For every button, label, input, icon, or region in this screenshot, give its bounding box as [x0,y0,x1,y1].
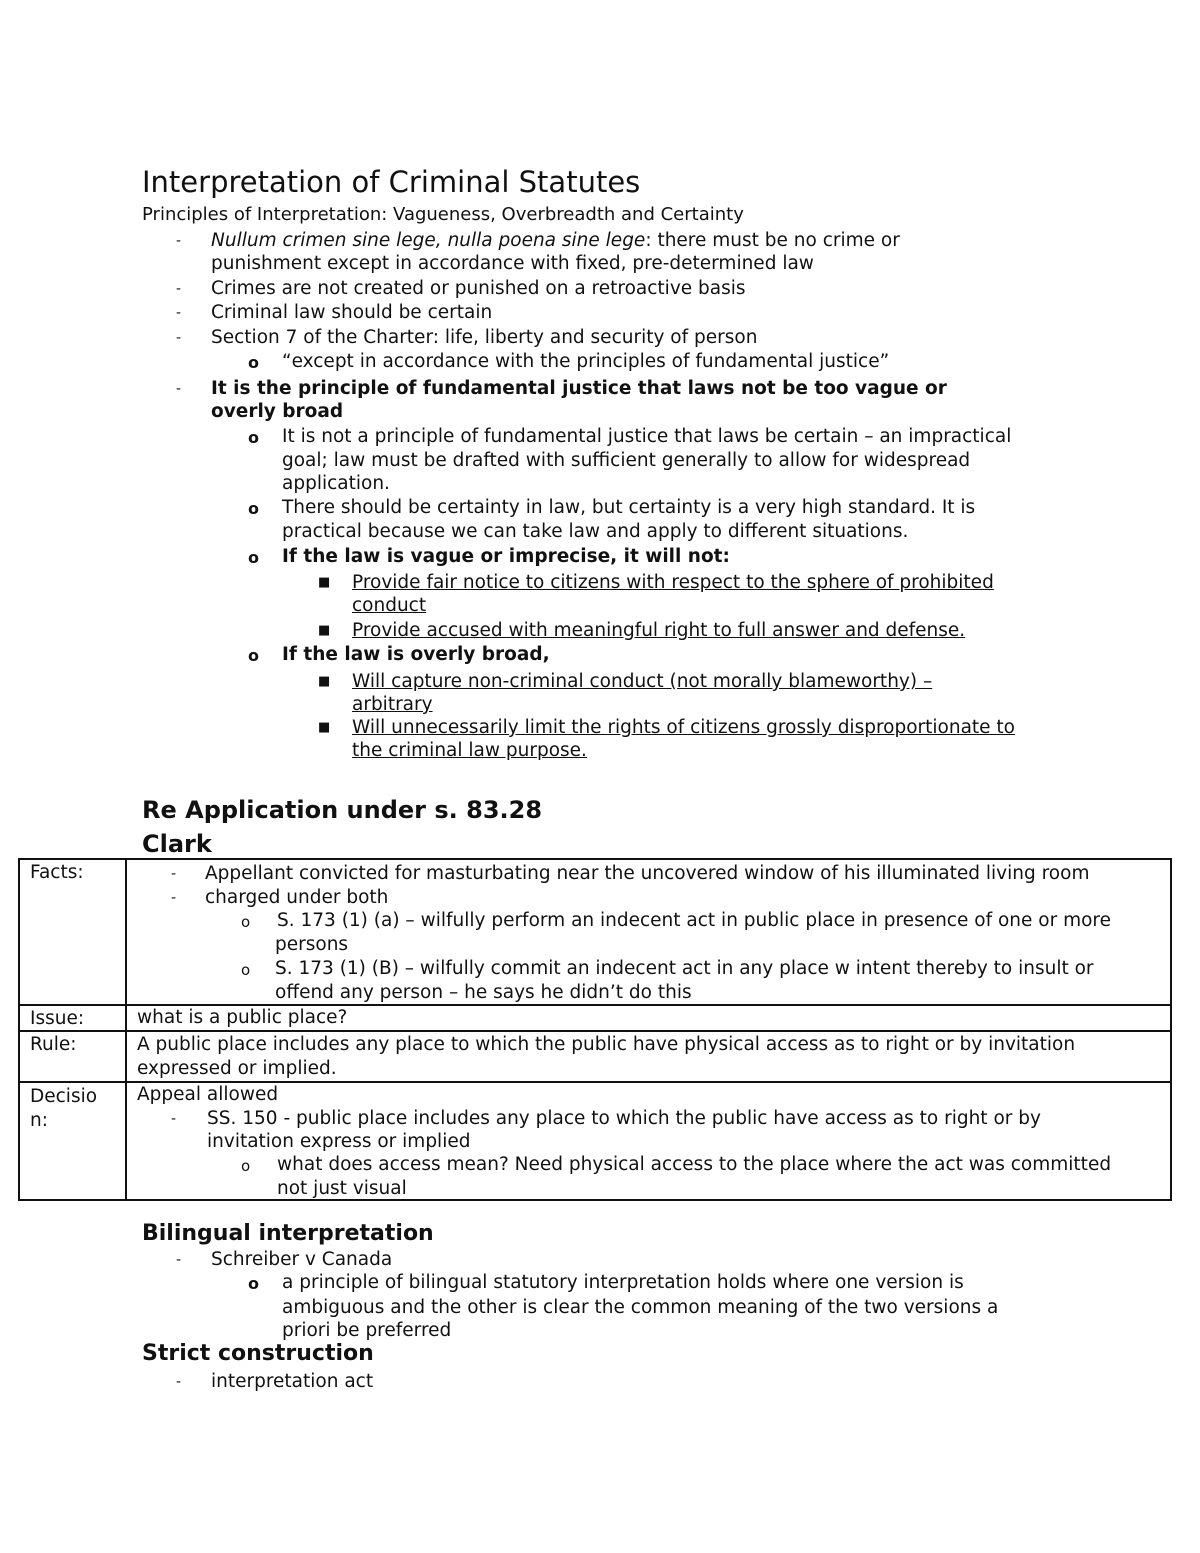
page-title: Interpretation of Criminal Statutes [142,165,641,199]
bullet-dash: - [176,281,182,297]
decision-text: Appeal allowed [137,1084,279,1105]
bullet-o: o [248,1274,259,1293]
bullet-o: o [248,353,259,372]
bullet-square: ■ [318,575,331,590]
sub-sub-list-item-continued: conduct [352,595,427,616]
bullet-dash: - [171,890,177,906]
sub-list-item-continued: not just visual [277,1178,407,1199]
sub-list-item: It is not a principle of fundamental justice that laws be certain – an impractical [282,426,1012,447]
sub-list-item-continued: ambiguous and the other is clear the common meaning of the two versions a [282,1297,999,1318]
sub-list-item: S. 173 (1) (a) – wilfully perform an indecent act in public place in presence of one or more [277,910,1111,931]
bullet-dash: - [176,1252,182,1268]
bullet-square: ■ [318,720,331,735]
case-heading: Re Application under s. 83.28 [142,796,543,824]
sub-list-item-continued: application. [282,473,390,494]
bullet-dash: - [176,381,182,397]
sub-list-item-bold: If the law is vague or imprecise, it will not: [282,546,730,567]
bullet-square: ■ [318,674,331,689]
rule-text-continued: expressed or implied. [137,1058,337,1079]
list-item: Nullum crimen sine lege, nulla poena sine lege: there must be no crime or [211,230,900,251]
list-item: Criminal law should be certain [211,302,493,323]
table-row-facts [19,859,1171,1005]
bilingual-heading: Bilingual interpretation [142,1221,434,1246]
facts-label: Facts: [19,859,126,1005]
sub-list-item-continued: persons [275,934,349,955]
bullet-o: o [248,548,259,567]
bullet-dash: - [171,1111,177,1127]
case-brief-table [18,858,1172,1201]
list-item-continued: invitation express or implied [207,1131,471,1152]
list-item-continued: punishment except in accordance with fixed, pre-determined law [211,253,814,274]
sub-list-item-continued: priori be preferred [282,1320,452,1341]
sub-list-item-continued: goal; law must be drafted with sufficient generally to allow for widespread [282,450,971,471]
sub-list-item-bold: If the law is overly broad, [282,644,550,665]
list-item: Appellant convicted for masturbating near the uncovered window of his illuminated living room [205,863,1090,884]
bullet-o: o [248,646,259,665]
bullet-o: o [248,428,259,447]
list-item: Schreiber v Canada [211,1249,393,1270]
rule-content [126,1031,1171,1082]
sub-list-item: a principle of bilingual statutory interpretation holds where one version is [282,1272,964,1293]
bullet-dash: - [176,233,182,249]
facts-content [126,859,1171,1005]
sub-list-item: what does access mean? Need physical access to the place where the act was committed [277,1154,1112,1175]
section-subtitle: Principles of Interpretation: Vagueness, Overbreadth and Certainty [142,204,744,225]
sub-sub-list-item: Provide fair notice to citizens with respect to the sphere of prohibited [352,572,994,593]
list-item: SS. 150 - public place includes any place to which the public have access as to right or by [207,1108,1041,1129]
bullet-dash: - [176,330,182,346]
rule-label: Rule: [19,1031,126,1082]
sub-sub-list-item: Will capture non-criminal conduct (not morally blameworthy) – [352,671,933,692]
strict-heading: Strict construction [142,1341,374,1366]
list-item: Crimes are not created or punished on a retroactive basis [211,278,746,299]
case-name: Clark [142,830,212,858]
list-item-bold: It is the principle of fundamental justice that laws not be too vague or [211,378,947,399]
sub-list-item-continued: practical because we can take law and apply to different situations. [282,521,909,542]
decision-label-line: n: [30,1110,48,1131]
bullet-o: o [241,1157,251,1175]
list-item: charged under both [205,887,389,908]
issue-text: what is a public place? [137,1007,348,1028]
bullet-o: o [248,499,259,518]
sub-sub-list-item: Provide accused with meaningful right to full answer and defense. [352,620,966,641]
table-row-decision [19,1082,1171,1200]
decision-content [126,1082,1171,1200]
list-item-bold-continued: overly broad [211,401,344,422]
issue-label: Issue: [19,1005,126,1031]
table-row-issue [19,1005,1171,1031]
rule-text: A public place includes any place to which the public have physical access as to right or by invitation [137,1034,1076,1055]
decision-label-line: Decisio [30,1086,98,1107]
decision-label [19,1082,126,1200]
list-item: interpretation act [211,1371,374,1392]
table-row-rule [19,1031,1171,1082]
bullet-dash: - [176,305,182,321]
bullet-dash: - [171,866,177,882]
sub-sub-list-item-continued: the criminal law purpose. [352,740,587,761]
sub-list-item-continued: offend any person – he says he didn’t do this [275,982,692,1003]
sub-sub-list-item: Will unnecessarily limit the rights of citizens grossly disproportionate to [352,717,1016,738]
issue-content [126,1005,1171,1031]
list-item: Section 7 of the Charter: life, liberty and security of person [211,327,758,348]
sub-list-item: S. 173 (1) (B) – wilfully commit an indecent act in any place w intent thereby to insult or [275,958,1094,979]
bullet-o: o [241,961,251,979]
sub-sub-list-item-continued: arbitrary [352,694,433,715]
sub-list-item: There should be certainty in law, but certainty is a very high standard. It is [282,497,976,518]
bullet-dash: - [176,1374,182,1390]
bullet-o: o [241,913,251,931]
sub-list-item: “except in accordance with the principles of fundamental justice” [282,351,890,372]
bullet-square: ■ [318,623,331,638]
